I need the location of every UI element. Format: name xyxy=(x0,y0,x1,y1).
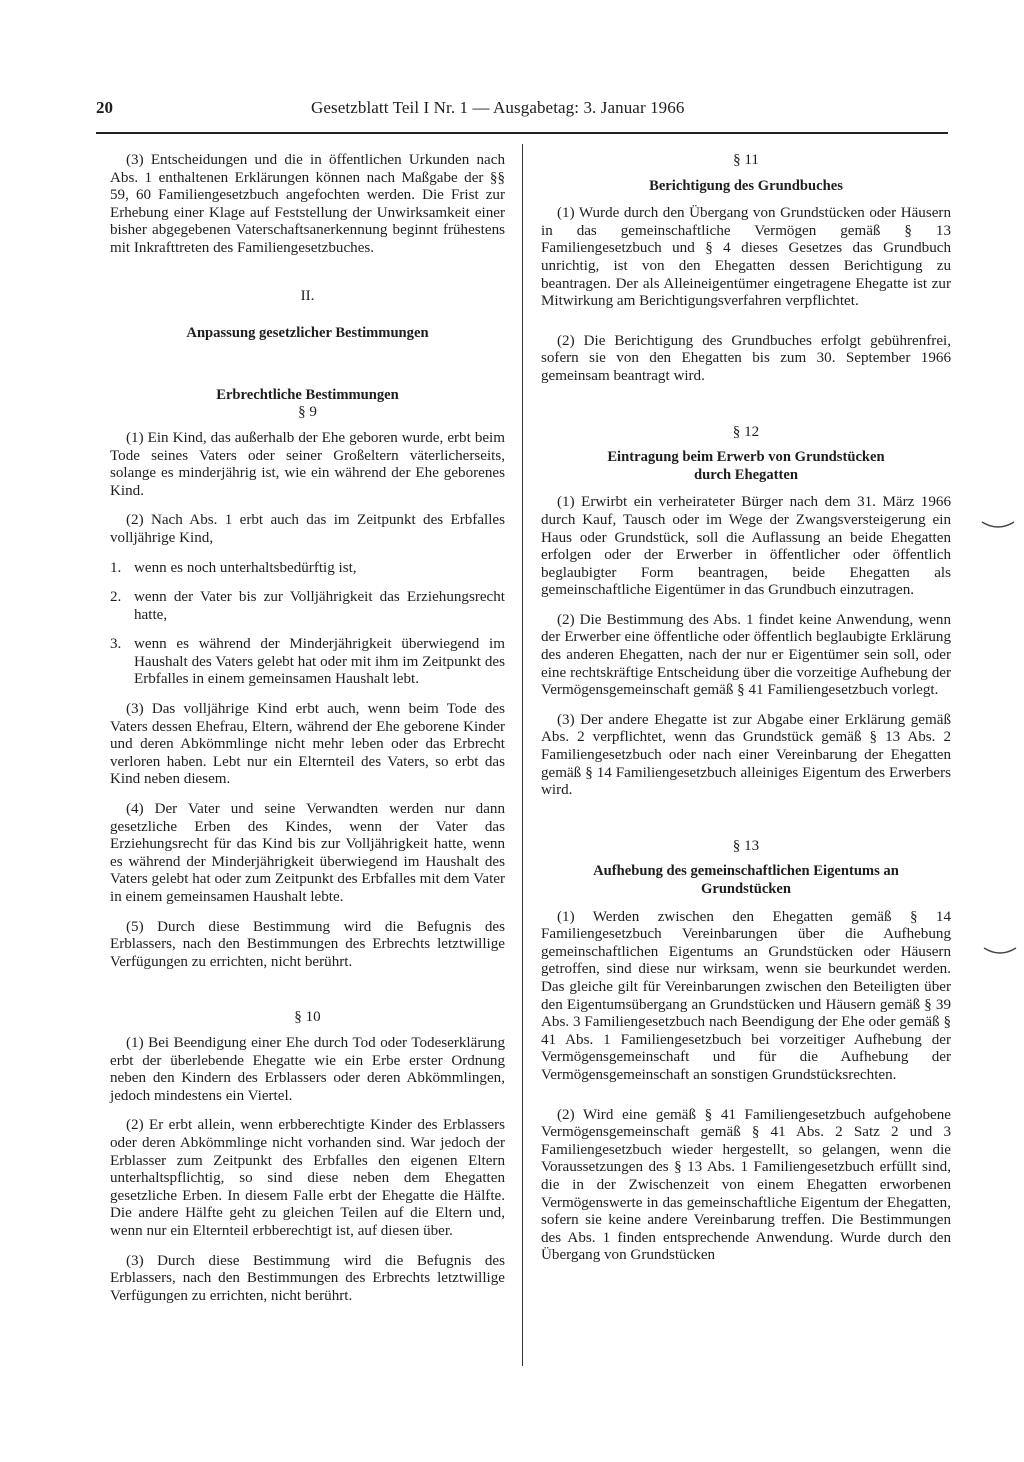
left-column xyxy=(110,152,505,1317)
running-title: Gesetzblatt Teil I Nr. 1 — Ausgabetag: 3. Januar 1966 xyxy=(311,98,685,117)
list-item: 1. wenn es noch unterhaltsbedürftig ist, xyxy=(110,559,357,576)
s13-paragraph-1: (1) Werden zwischen den Ehegatten gemäß § 14 Familiengesetzbuch Vereinbarungen über die Aufhebung gemeinschaftlichen Eigentums an Grundstücken oder Häusern getroffen, sind diese nur wirksam, wenn sie beurkundet werden. Das gleiche gilt für Vereinbarungen zwischen den Beteiligten über den Eigentumsübergang an Grundstücken und Häusern gemäß § 39 Abs. 3 Familiengesetzbuch nach Beendigung der Ehe oder gemäß § 41 Abs. 1 Familiengesetzbuch bei vorzeitiger Aufhebung der Vermögensgemeinschaft und für die Aufhebung der Vermögensgemeinschaft an sonstigen Grundstücksrechten. xyxy=(541,908,951,1083)
section-11-title: Berichtigung des Grundbuches xyxy=(649,177,843,194)
margin-mark-icon xyxy=(980,944,1020,958)
list-item: 3. wenn es während der Minderjährigkeit überwiegend im Haushalt des Vaters gelebt hat oder mit ihm im Zeitpunkt des Erbfalles in einem gemeinsamen Haushalt lebt. xyxy=(110,636,505,688)
section-12-heading: § 12 xyxy=(732,423,760,440)
list-item: 2. wenn der Vater bis zur Volljährigkeit das Erziehungsrecht hatte, xyxy=(110,589,505,623)
column-divider xyxy=(522,144,523,1366)
section-11-heading: § 11 xyxy=(733,152,759,168)
section-13-heading: § 13 xyxy=(732,837,760,854)
s12-paragraph-3: (3) Der andere Ehegatte ist zur Abgabe einer Erklärung gemäß Abs. 2 verpflichtet, wenn das Grundstück gemäß § 13 Abs. 2 Familiengesetzbuch oder nach einer Vereinbarung der Ehegatten gemäß § 14 Familiengesetzbuch alleiniges Eigentum des Erwerbers wird. xyxy=(541,711,951,799)
s11-paragraph-1: (1) Wurde durch den Übergang von Grundstücken oder Häusern in das gemeinschaftliche Vermögen gemäß § 13 Familiengesetzbuch und § 4 dieses Gesetzes das Grundbuch unrichtig, ist von den Ehegatten dessen Berichtigung zu beantragen. Der als Alleineigentümer eingetragene Ehegatte ist zur Mitwirkung am Berichtigungsverfahren verpflichtet. xyxy=(541,205,951,310)
page-header xyxy=(96,96,948,134)
s11-paragraph-2: (2) Die Berichtigung des Grundbuches erfolgt gebührenfrei, sofern sie von den Ehegatten bis zum 30. September 1966 gemeinsam beantragt wird. xyxy=(541,332,951,384)
s9-paragraph-1: (1) Ein Kind, das außerhalb der Ehe geboren wurde, erbt beim Tode seines Vaters oder seiner Großeltern väterlicherseits, solange es minderjährig ist, wie ein während der Ehe geborenes Kind. xyxy=(110,429,505,499)
s10-paragraph-1: (1) Bei Beendigung einer Ehe durch Tod oder Todeserklärung erbt der überlebende Ehegatte wie ein Erbe erster Ordnung neben den Kindern des Erblassers oder deren Abkömmlingen, jedoch mindestens ein Viertel. xyxy=(110,1034,505,1104)
section-9-heading: § 9 xyxy=(298,404,317,421)
s9-paragraph-5: (5) Durch diese Bestimmung wird die Befugnis des Erblassers, nach den Bestimmungen des Erbrechts letztwillige Verfügungen zu errichten, nicht berührt. xyxy=(110,918,505,970)
section-12-title-line-2: durch Ehegatten xyxy=(694,466,798,483)
section-10-heading: § 10 xyxy=(294,1009,321,1026)
s9-paragraph-2: (2) Nach Abs. 1 erbt auch das im Zeitpunkt des Erbfalles volljährige Kind, xyxy=(110,512,505,546)
sub-title: Erbrechtliche Bestimmungen xyxy=(216,386,399,403)
right-column xyxy=(541,152,951,1277)
page-number: 20 xyxy=(96,98,113,117)
s12-paragraph-1: (1) Erwirbt ein verheirateter Bürger nach dem 31. März 1966 durch Kauf, Tausch oder im Wege der Zwangsversteigerung ein Haus oder Grundstück, soll die Auflassung an beide Ehegatten erfolgen oder der Erwerber in öffentlicher oder öffentlich beglaubigter Form beantragen, beide Ehegatten als gemeinschaftliche Eigentümer in das Grundbuch einzutragen. xyxy=(541,494,951,599)
s9-paragraph-3: (3) Das volljährige Kind erbt auch, wenn beim Tode des Vaters dessen Ehefrau, Eltern, während der Ehe geborene Kinder und deren Abkömmlinge nicht mehr leben oder das Erbrecht verloren haben. Lebt nur ein Elternteil des Vaters, so erbt das Kind neben diesem. xyxy=(110,701,505,788)
s13-paragraph-2: (2) Wird eine gemäß § 41 Familiengesetzbuch aufgehobene Vermögensgemeinschaft gemäß § 41 Abs. 2 Satz 2 und 3 Familiengesetzbuch wieder hergestellt, so gelangen, wenn die Voraussetzungen des § 13 Abs. 1 Familiengesetzbuch erfüllt sind, die in der Zwischenzeit von einem Ehegatten erworbenen Vermögenswerte in das gemeinschaftliche Eigentum der Ehegatten, sofern sie keine andere Vereinbarung treffen. Die Bestimmungen des Abs. 1 finden entsprechende Anwendung. Wurde durch den Übergang von Grundstücken xyxy=(541,1106,951,1264)
s12-paragraph-2: (2) Die Bestimmung des Abs. 1 findet keine Anwendung, wenn der Erwerber eine öffentliche oder öffentlich beglaubigte Erklärung des anderen Ehegatten, nach der nur er Eigentümer sein soll, oder eine rechtskräftige Entscheidung über die vorzeitige Aufhebung der Vermögensgemeinschaft gemäß § 41 Familiengesetzbuch vorlegt. xyxy=(541,611,951,699)
section-roman: II. xyxy=(300,287,315,304)
section-12-title-line-1: Eintragung beim Erwerb von Grundstücken xyxy=(607,449,885,466)
section-13-title-line-1: Aufhebung des gemeinschaftlichen Eigentums an xyxy=(593,863,899,880)
section-title: Anpassung gesetzlicher Bestimmungen xyxy=(186,325,429,342)
margin-mark-icon xyxy=(978,518,1018,532)
section-13-title-line-2: Grundstücken xyxy=(700,881,792,897)
s10-paragraph-2: (2) Er erbt allein, wenn erbberechtigte Kinder des Erblassers oder deren Abkömmlinge nicht vorhanden sind. War jedoch der Erblasser zum Zeitpunkt des Erbfalles den eigenen Eltern unterhaltspflichtig, so sind diese neben dem Ehegatten gesetzliche Erben. In diesem Falle erbt der Ehegatte die Hälfte. Die andere Hälfte geht zu gleichen Teilen auf die Eltern und, wenn nur ein Elternteil erbberechtigt ist, auf diesen über. xyxy=(110,1117,505,1239)
paragraph-prev-3: (3) Entscheidungen und die in öffentlichen Urkunden nach Abs. 1 enthaltenen Erklärungen können nach Maßgabe der §§ 59, 60 Familiengesetzbuch angefochten werden. Die Frist zur Erhebung einer Klage auf Feststellung der Unwirksamkeit einer bisher abgegebenen Vaterschaftsanerkennung beginnt frühestens mit Inkrafttreten des Familiengesetzbuches. xyxy=(110,152,505,256)
s9-paragraph-4: (4) Der Vater und seine Verwandten werden nur dann gesetzliche Erben des Kindes, wenn der Vater das Erziehungsrecht für das Kind bis zur Volljährigkeit hatte, wenn es während der Minderjährigkeit überwiegend im Haushalt des Vaters gelebt hat oder zum Zeitpunkt des Erbfalles mit dem Vater in einem gemeinsamen Haushalt lebte. xyxy=(110,801,505,905)
s10-paragraph-3: (3) Durch diese Bestimmung wird die Befugnis des Erblassers, nach den Bestimmungen des Erbrechts letztwillige Verfügungen zu errichten, nicht berührt. xyxy=(110,1252,505,1304)
